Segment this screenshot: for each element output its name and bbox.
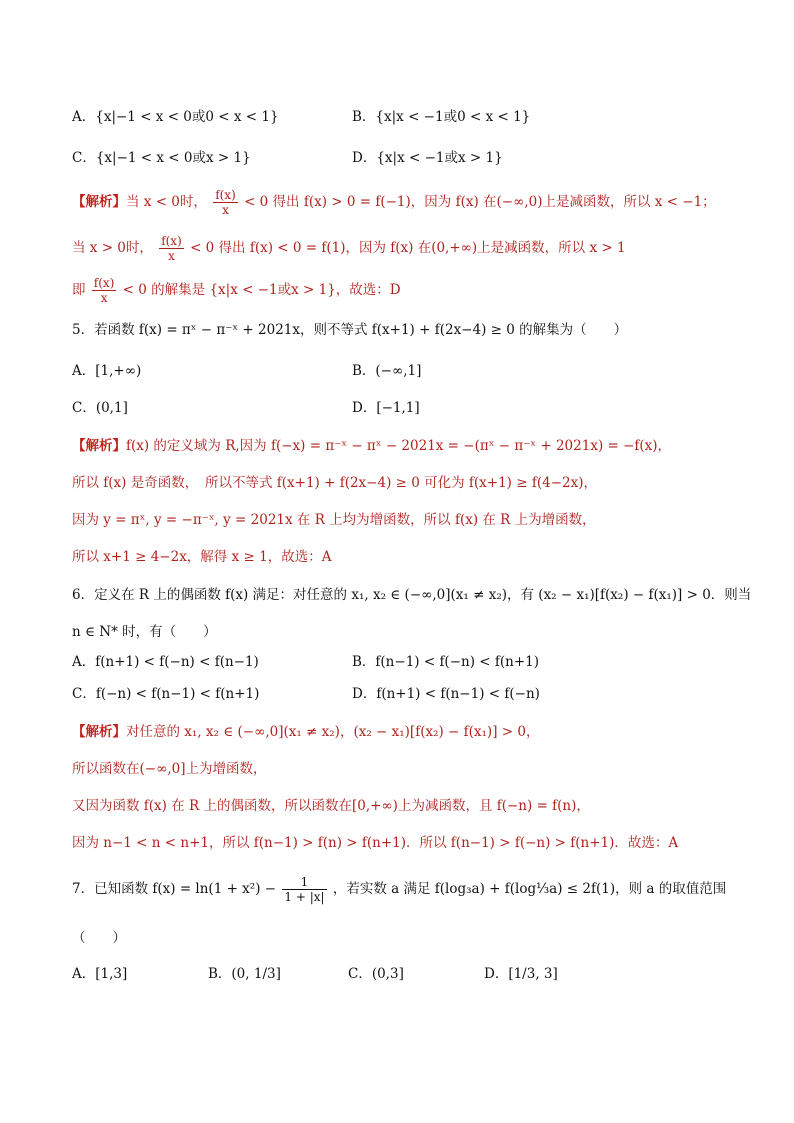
q6-analysis-text: 对任意的 x₁, x₂ ∈ (−∞,0](x₁ ≠ x₂)，(x₂ − x₁)[f(x₂) − f(x₁)] > 0， (126, 724, 540, 740)
q4-analysis-line-2 (72, 234, 626, 263)
fraction: $\frac{f(x)}{x}$ (161, 234, 182, 263)
q6-option-b: B．f(n−1) < f(−n) < f(n+1) (352, 654, 539, 670)
q7-option-b: B．(0, 1/3] (208, 966, 281, 982)
q6-option-d: D．f(n+1) < f(n−1) < f(−n) (352, 686, 540, 702)
q4-option-a: A．{x|−1 < x < 0或0 < x < 1} (72, 109, 279, 125)
q6-option-a: A．f(n+1) < f(−n) < f(n−1) (72, 654, 259, 670)
q4-analysis-line-3 (72, 276, 401, 305)
q7-option-c: C．(0,3] (348, 966, 404, 982)
q6-analysis-line-2: 所以函数在(−∞,0]上为增函数， (72, 761, 267, 777)
q6-stem-line-2: n ∈ N* 时，有（ ） (72, 624, 217, 640)
q6-analysis-line-3: 又因为函数 f(x) 在 R 上的偶函数，所以函数在[0,+∞)上为减函数，且 f(−n) = f(n)， (72, 798, 590, 814)
q5-option-c: C．(0,1] (72, 400, 128, 416)
q6-analysis-line-4: 因为 n−1 < n < n+1，所以 f(n−1) > f(n) > f(n+1)．所以 f(n−1) > f(−n) > f(n+1)．故选：A (72, 835, 679, 851)
q5-stem: 5．若函数 f(x) = πˣ − π⁻ˣ + 2021x，则不等式 f(x+1) + f(2x−4) ≥ 0 的解集为（ ） (72, 322, 628, 338)
q4-analysis-text: 当 x > 0时， (72, 240, 153, 256)
q7-stem-text: 7．已知函数 f(x) = ln(1 + x²) − (72, 881, 277, 897)
analysis-tag: 【解析】 (72, 194, 126, 210)
fraction: $\frac{1}{1 + |x|}$ (284, 875, 325, 904)
q5-analysis-line-3: 因为 y = πˣ, y = −π⁻ˣ, y = 2021x 在 R 上均为增函数，所以 f(x) 在 R 上为增函数， (72, 512, 596, 528)
q4-analysis-text: < 0 的解集是 {x|x < −1或x > 1}，故选：D (122, 282, 401, 298)
q4-analysis-text: < 0 得出 f(x) < 0 = f(1)，因为 f(x) 在(0,+∞)上是减函数，所以 x > 1 (190, 240, 626, 256)
q5-analysis-line-2: 所以 f(x) 是奇函数， 所以不等式 f(x+1) + f(2x−4) ≥ 0 可化为 f(x+1) ≥ f(4−2x)， (72, 475, 597, 491)
q5-option-d: D．[−1,1] (352, 400, 420, 416)
q7-option-d: D．[1/3, 3] (484, 966, 558, 982)
analysis-tag: 【解析】 (72, 724, 126, 740)
q5-analysis-text: f(x) 的定义域为 R,因为 f(−x) = π⁻ˣ − πˣ − 2021x = −(πˣ − π⁻ˣ + 2021x) = −f(x)， (126, 438, 672, 454)
fraction: $\frac{f(x)}{x}$ (93, 276, 115, 305)
q5-option-b: B．(−∞,1] (352, 363, 422, 379)
analysis-tag: 【解析】 (72, 438, 126, 454)
q6-option-c: C．f(−n) < f(n−1) < f(n+1) (72, 686, 260, 702)
q5-option-a: A．[1,+∞) (72, 363, 142, 379)
q7-stem-text: ，若实数 a 满足 f(log₃a) + f(log⅓a) ≤ 2f(1)，则 a 的取值范围 (332, 881, 727, 897)
q7-stem (72, 875, 726, 904)
q5-analysis-line-4: 所以 x+1 ≥ 4−2x，解得 x ≥ 1，故选：A (72, 549, 332, 565)
q7-option-a: A．[1,3] (72, 966, 128, 982)
q4-analysis-text: 当 x < 0时， (126, 194, 207, 210)
fraction: $\frac{f(x)}{x}$ (215, 188, 236, 217)
q6-stem-line-1: 6．定义在 R 上的偶函数 f(x) 满足：对任意的 x₁, x₂ ∈ (−∞,0](x₁ ≠ x₂)，有 (x₂ − x₁)[f(x₂) − f(x₁)] > 0．则当 (72, 587, 752, 603)
q5-analysis-line-1 (72, 436, 671, 456)
q4-option-d: D．{x|x < −1或x > 1} (352, 150, 503, 166)
q4-analysis-line-1 (72, 188, 716, 217)
q4-analysis-text: 即 (72, 282, 86, 298)
q4-option-c: C．{x|−1 < x < 0或x > 1} (72, 150, 251, 166)
q4-option-b: B．{x|x < −1或0 < x < 1} (352, 109, 531, 125)
q6-analysis-line-1 (72, 722, 539, 742)
q4-analysis-text: < 0 得出 f(x) > 0 = f(−1)，因为 f(x) 在(−∞,0)上是减函数，所以 x < −1； (244, 194, 716, 210)
q7-paren: （ ） (72, 930, 126, 946)
